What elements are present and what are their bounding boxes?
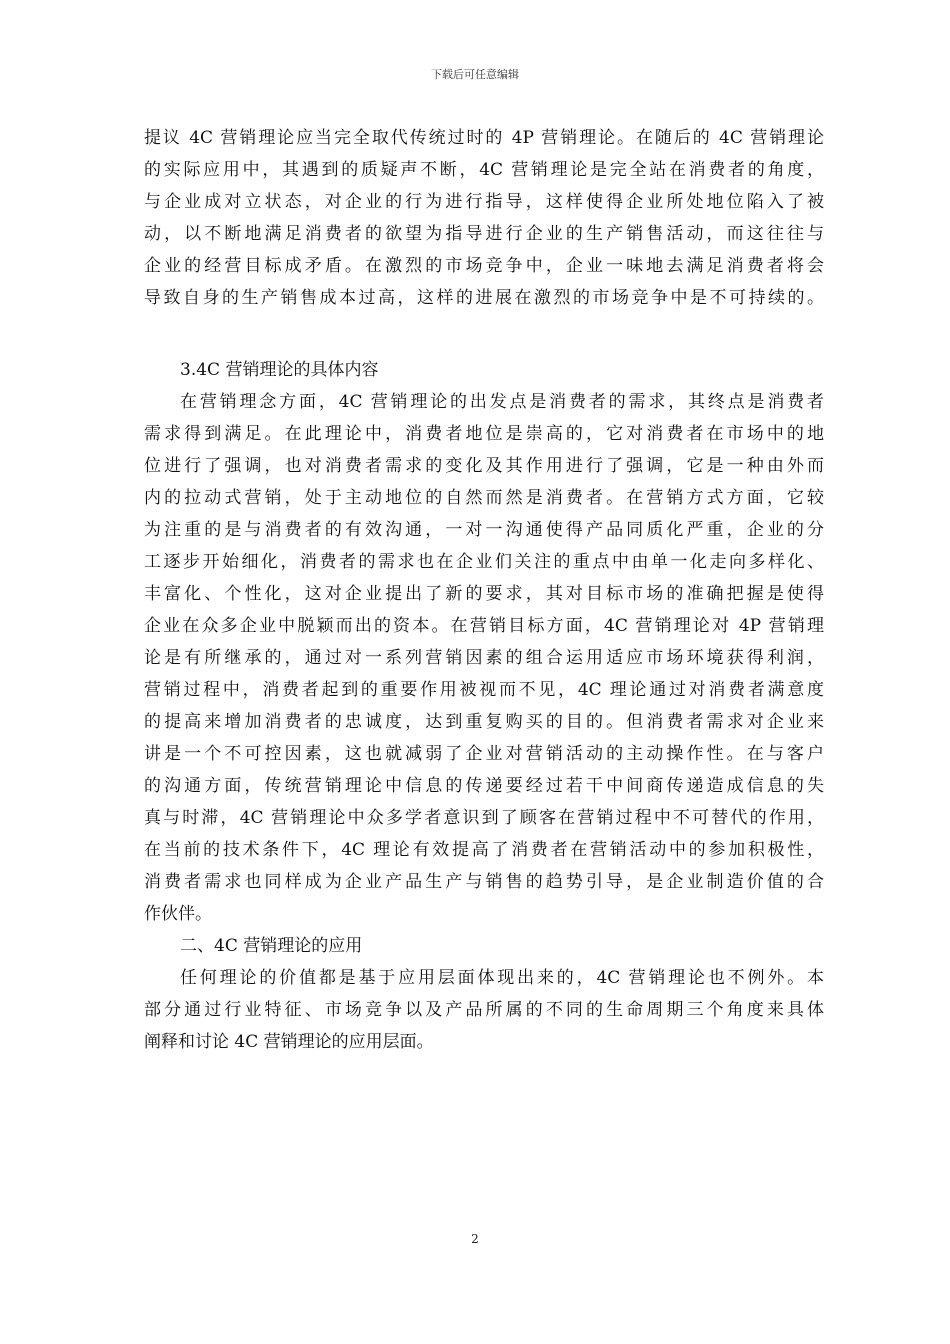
page-number: 2 xyxy=(471,1232,479,1246)
paragraph-line: 提议 4C 营销理论应当完全取代传统过时的 4P 营销理论。在随后的 4C 营销理论 xyxy=(144,128,824,148)
paragraph-2 xyxy=(144,386,824,930)
paragraph-line: 论是有所继承的，通过对一系列营销因素的组合运用适应市场环境获得利润， xyxy=(144,648,824,668)
paragraph-line: 在当前的技术条件下，4C 理论有效提高了消费者在营销活动中的参加积极性， xyxy=(144,840,824,860)
paragraph-line: 为注重的是与消费者的有效沟通，一对一沟通使得产品同质化严重，企业的分 xyxy=(144,520,824,540)
paragraph-line: 企业在众多企业中脱颖而出的资本。在营销目标方面，4C 营销理论对 4P 营销理 xyxy=(144,616,824,636)
paragraph-line: 动，以不断地满足消费者的欲望为指导进行企业的生产销售活动，而这往往与 xyxy=(144,224,824,244)
section-heading: 二、4C 营销理论的应用 xyxy=(180,936,363,956)
paragraph-line: 作伙伴。 xyxy=(144,904,212,924)
paragraph-line: 需求得到满足。在此理论中，消费者地位是崇高的，它对消费者在市场中的地 xyxy=(144,424,824,444)
paragraph-line: 真与时滞，4C 营销理论中众多学者意识到了顾客在营销过程中不可替代的作用， xyxy=(144,808,824,828)
paragraph-gap xyxy=(144,314,824,354)
paragraph-line: 的沟通方面，传统营销理论中信息的传递要经过若干中间商传递造成信息的失 xyxy=(144,776,824,796)
paragraph-line: 消费者需求也同样成为企业产品生产与销售的趋势引导，是企业制造价值的合 xyxy=(144,872,824,892)
paragraph-line: 内的拉动式营销，处于主动地位的自然而然是消费者。在营销方式方面，它较 xyxy=(144,488,824,508)
paragraph-line: 工逐步开始细化，消费者的需求也在企业们关注的重点中由单一化走向多样化、 xyxy=(144,552,824,572)
paragraph-1 xyxy=(144,122,824,314)
paragraph-line: 阐释和讨论 4C 营销理论的应用层面。 xyxy=(144,1032,434,1052)
page-header: 下载后可任意编辑 xyxy=(431,68,519,81)
paragraph-line: 的提高来增加消费者的忠诚度，达到重复购买的目的。但消费者需求对企业来 xyxy=(144,712,824,732)
paragraph-line: 在营销理念方面，4C 营销理论的出发点是消费者的需求，其终点是消费者 xyxy=(180,392,824,412)
paragraph-line: 讲是一个不可控因素，这也就减弱了企业对营销活动的主动操作性。在与客户 xyxy=(144,744,824,764)
paragraph-line: 的实际应用中，其遇到的质疑声不断，4C 营销理论是完全站在消费者的角度， xyxy=(144,160,824,180)
section-heading: 3.4C 营销理论的具体内容 xyxy=(180,360,379,380)
paragraph-line: 丰富化、个性化，这对企业提出了新的要求，其对目标市场的准确把握是使得 xyxy=(144,584,824,604)
paragraph-3 xyxy=(144,962,824,1058)
paragraph-line: 企业的经营目标成矛盾。在激烈的市场竞争中，企业一味地去满足消费者将会 xyxy=(144,256,824,276)
paragraph-line: 任何理论的价值都是基于应用层面体现出来的，4C 营销理论也不例外。本 xyxy=(180,968,824,988)
paragraph-line: 部分通过行业特征、市场竞争以及产品所属的不同的生命周期三个角度来具体 xyxy=(144,1000,824,1020)
paragraph-line: 导致自身的生产销售成本过高，这样的进展在激烈的市场竞争中是不可持续的。 xyxy=(144,288,824,308)
paragraph-line: 与企业成对立状态，对企业的行为进行指导，这样使得企业所处地位陷入了被 xyxy=(144,192,824,212)
paragraph-line: 营销过程中，消费者起到的重要作用被视而不见，4C 理论通过对消费者满意度 xyxy=(144,680,824,700)
document-body xyxy=(144,122,824,1058)
paragraph-line: 位进行了强调，也对消费者需求的变化及其作用进行了强调，它是一种由外而 xyxy=(144,456,824,476)
